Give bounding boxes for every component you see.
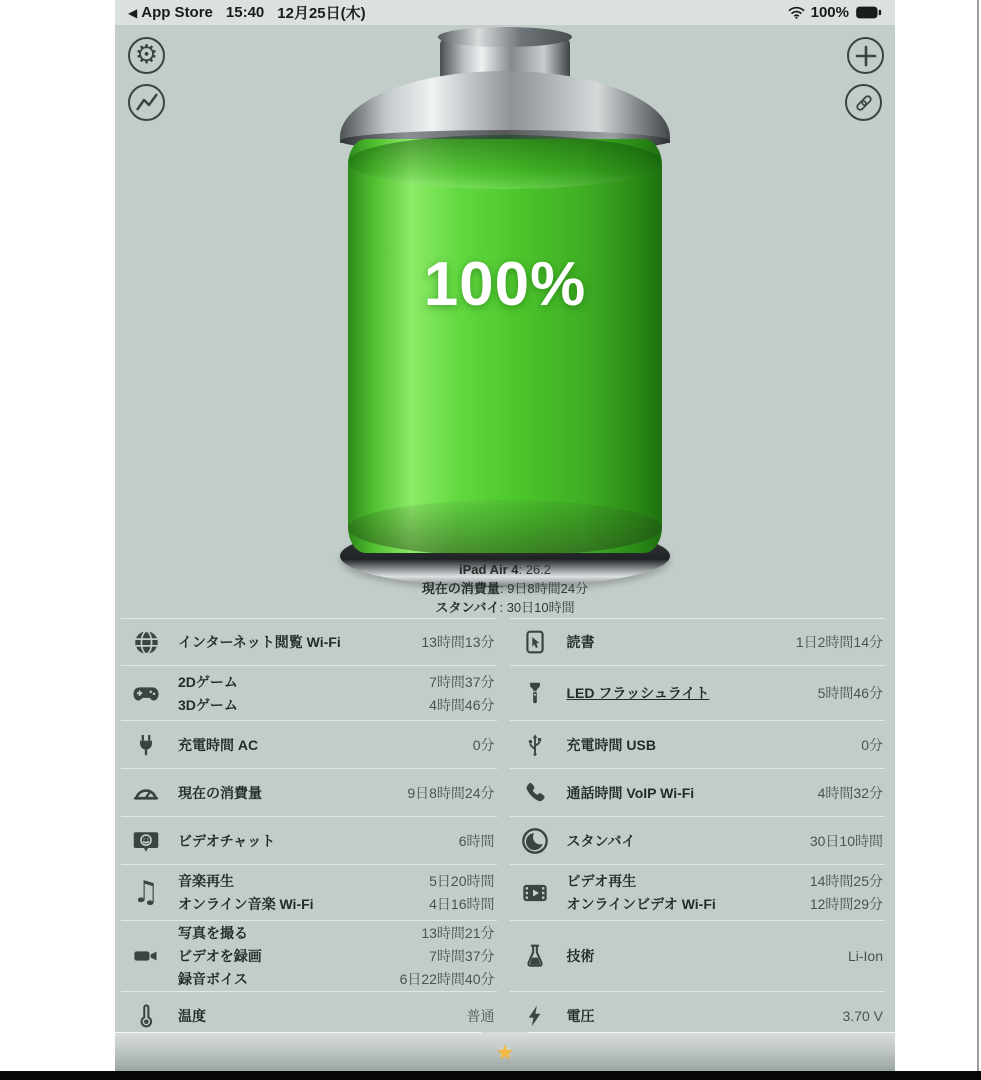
gauge-icon: [123, 779, 169, 807]
status-battery-percent: 100%: [810, 4, 849, 21]
status-bar: [115, 0, 895, 25]
film-play-icon: [512, 879, 558, 907]
back-arrow-icon: ◀: [128, 5, 138, 20]
flask-icon: [512, 943, 558, 969]
rate-star-button[interactable]: ★: [496, 1040, 514, 1064]
stat-row-charge-ac: 充電時間 AC 0分: [121, 720, 497, 768]
link-icon: [852, 91, 876, 115]
battery-body: [348, 139, 662, 553]
bottom-toolbar: [115, 1032, 895, 1072]
add-button[interactable]: [847, 37, 884, 74]
stat-row-camera: 写真を撮る 13時間21分 ビデオを録画 7時間37分 録音ボイス 6日22時間40分: [121, 920, 497, 991]
wifi-icon: [788, 6, 805, 19]
summary-device-line: iPad Air 4: 26.2: [458, 562, 551, 577]
ac-plug-icon: [123, 732, 169, 758]
phone-icon: [512, 780, 558, 806]
stat-row-video-playback: ビデオ再生 14時間25分 オンラインビデオ Wi-Fi 12時間29分: [510, 864, 886, 920]
stat-row-voltage: 電圧 3.70 V: [510, 991, 886, 1039]
stat-row-internet: インターネット閲覧 Wi-Fi 13時間13分: [121, 618, 497, 665]
video-camera-icon: [123, 942, 169, 970]
standby-moon-icon: [512, 827, 558, 855]
flashlight-icon: [512, 680, 558, 706]
stat-row-charge-usb: 充電時間 USB 0分: [510, 720, 886, 768]
usage-stats-table: [121, 618, 885, 1039]
status-date: 12月25日(木): [277, 5, 366, 22]
stat-row-voip: 通話時間 VoIP Wi-Fi 4時間32分: [510, 768, 886, 816]
music-notes-icon: ♫: [132, 874, 160, 910]
reading-tablet-icon: [512, 629, 558, 655]
summary-standby-line: スタンバイ: 30日10時間: [435, 600, 575, 615]
summary-usage-line: 現在の消費量: 9日8時間24分: [421, 581, 589, 596]
stat-row-reading: 読書 1日2時間14分: [510, 618, 886, 665]
settings-button[interactable]: [128, 37, 165, 74]
battery-summary: [115, 560, 895, 617]
led-flashlight-link[interactable]: LED フラッシュライト: [566, 685, 710, 701]
history-chart-button[interactable]: [128, 84, 165, 121]
thermometer-icon: [123, 1003, 169, 1029]
battery-app-screen: [115, 0, 895, 1072]
battery-graphic: [340, 33, 670, 560]
stat-row-music: ♫ 音楽再生 5日20時間 オンライン音楽 Wi-Fi 4日16時間: [121, 864, 497, 920]
stat-row-standby: スタンバイ 30日10時間: [510, 816, 886, 864]
plus-icon: [854, 44, 878, 68]
gear-icon: ⚙: [134, 39, 159, 70]
video-chat-icon: [123, 827, 169, 855]
stat-row-current-usage: 現在の消費量 9日8時間24分: [121, 768, 497, 816]
line-chart-icon: [135, 91, 159, 115]
stat-row-led-flashlight: LED フラッシュライト 5時間46分: [510, 665, 886, 720]
battery-status-icon: [855, 6, 882, 19]
photo-edge-line: [977, 0, 979, 1071]
stat-row-temperature: 温度 普通: [121, 991, 497, 1039]
stat-row-games: 2Dゲーム 7時間37分 3Dゲーム 4時間46分: [121, 665, 497, 720]
stat-row-video-chat: ビデオチャット 6時間: [121, 816, 497, 864]
gamepad-icon: [123, 678, 169, 708]
back-to-app-store-button[interactable]: [128, 4, 213, 21]
battery-percent-label: 100%: [423, 250, 587, 319]
usb-icon: [512, 732, 558, 758]
battery-top-cap: [340, 71, 670, 143]
back-label: App Store: [141, 4, 213, 21]
bolt-icon: [512, 1004, 558, 1028]
status-time: 15:40: [225, 4, 265, 21]
share-link-button[interactable]: [845, 84, 882, 121]
bottom-black-bar: [0, 1071, 981, 1080]
globe-icon: [123, 629, 169, 656]
stat-row-technology: 技術 Li-Ion: [510, 920, 886, 991]
